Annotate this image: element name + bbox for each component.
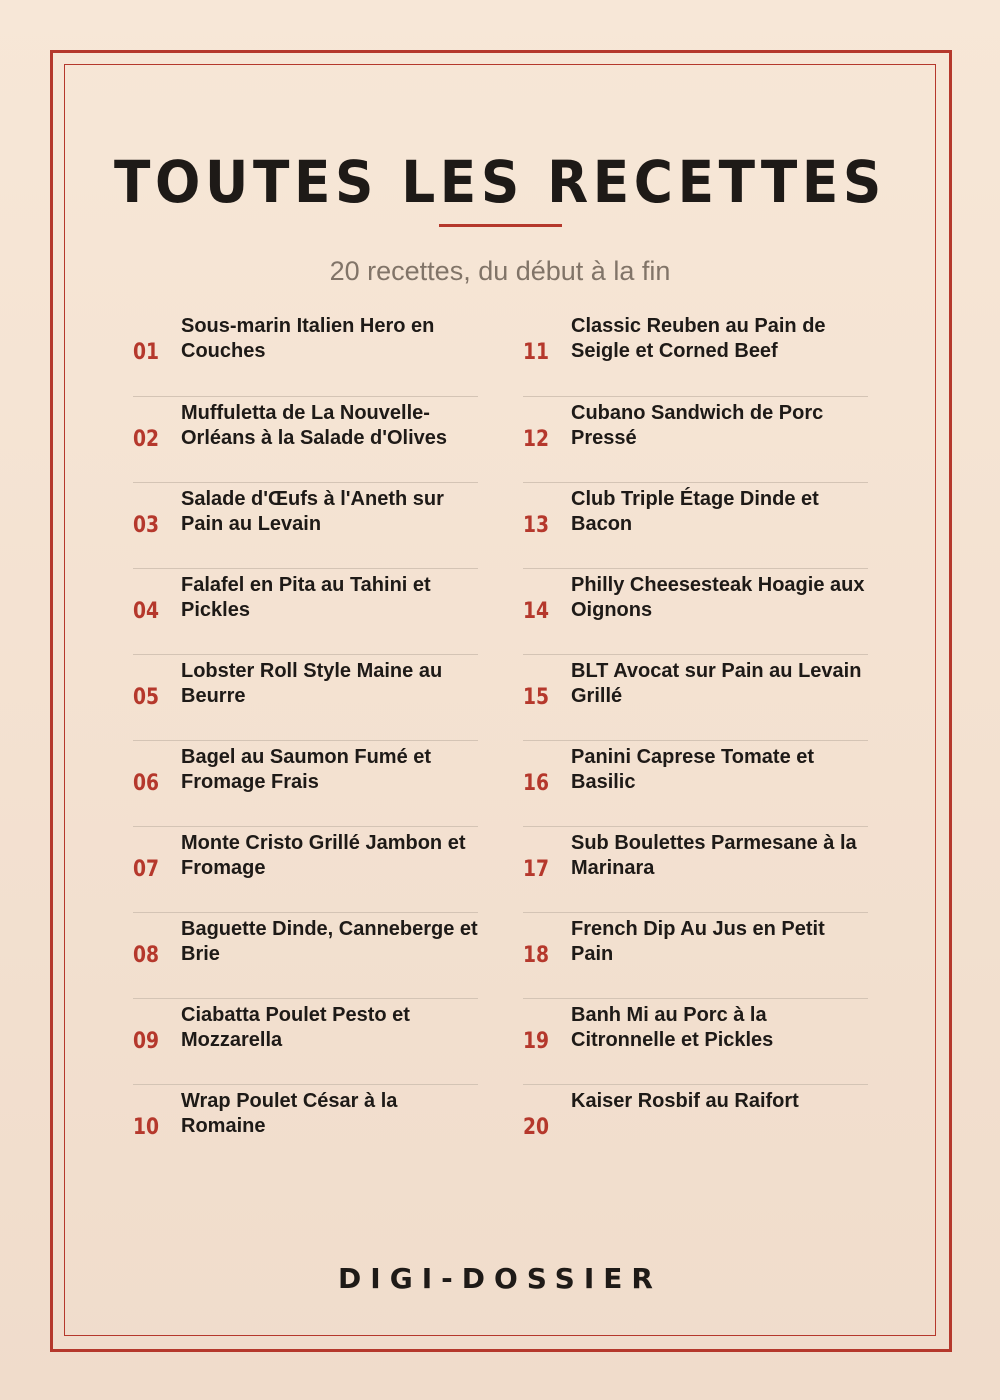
recipe-name: Banh Mi au Porc à la Citronnelle et Pickles [571,1004,774,1051]
recipe-number: 07 [133,857,160,882]
page-title: TOUTES LES RECETTES [114,148,886,216]
recipe-number: 17 [523,857,550,882]
brand-footer: DIGI-DOSSIER [338,1262,662,1295]
recipe-item [133,396,478,482]
recipe-item [523,998,868,1084]
recipe-name: Philly Cheesesteak Hoagie aux Oignons [571,574,865,621]
recipe-item [523,568,868,654]
recipe-number: 12 [523,427,550,452]
page-subtitle: 20 recettes, du début à la fin [329,256,671,286]
recipe-item [133,998,478,1084]
recipe-name: Sous-marin Italien Hero en Couches [181,315,435,362]
recipe-name: Falafel en Pita au Tahini et Pickles [181,574,431,621]
title-underline [439,224,562,227]
recipe-item [133,826,478,912]
recipe-item [133,1084,478,1170]
recipe-name: Baguette Dinde, Canneberge et Brie [181,918,478,965]
recipe-number: 03 [133,513,160,538]
recipe-number: 19 [523,1029,550,1054]
recipe-item [133,568,478,654]
recipe-item [133,654,478,740]
recipe-name: Salade d'Œufs à l'Aneth sur Pain au Levain [181,488,444,535]
recipe-item [133,482,478,568]
recipe-name: French Dip Au Jus en Petit Pain [571,918,825,965]
recipe-name: Bagel au Saumon Fumé et Fromage Frais [181,746,432,793]
recipe-name: Muffuletta de La Nouvelle-Orléans à la Salade d'Olives [181,402,448,449]
recipe-number: 09 [133,1029,160,1054]
recipe-number: 11 [523,340,550,365]
recipe-item [523,826,868,912]
recipe-name: Panini Caprese Tomate et Basilic [571,746,815,793]
recipe-item [523,310,868,396]
recipe-item [523,1084,868,1170]
recipe-name: Club Triple Étage Dinde et Bacon [571,488,819,535]
recipe-item [133,310,478,396]
recipe-number: 10 [133,1115,160,1140]
recipe-item [133,912,478,998]
recipe-name: Wrap Poulet César à la Romaine [181,1090,398,1137]
recipe-name: Ciabatta Poulet Pesto et Mozzarella [181,1004,410,1051]
recipe-number: 04 [133,599,160,624]
recipe-list-left [133,310,478,1170]
recipe-number: 18 [523,943,550,968]
recipe-name: Cubano Sandwich de Porc Pressé [571,402,824,449]
recipe-number: 15 [523,685,550,710]
recipe-number: 01 [133,340,160,365]
recipe-item [523,740,868,826]
recipe-name: Sub Boulettes Parmesane à la Marinara [571,832,857,879]
recipe-number: 14 [523,599,550,624]
recipe-number: 05 [133,685,160,710]
recipe-name: Lobster Roll Style Maine au Beurre [181,660,443,707]
recipe-number: 13 [523,513,550,538]
recipe-number: 02 [133,427,160,452]
recipe-item [523,912,868,998]
recipe-number: 08 [133,943,160,968]
recipe-item [523,482,868,568]
recipe-number: 16 [523,771,550,796]
recipe-number: 20 [523,1115,550,1140]
recipe-item [523,396,868,482]
recipe-name: Classic Reuben au Pain de Seigle et Corned Beef [571,315,826,362]
recipe-name: Monte Cristo Grillé Jambon et Fromage [181,832,466,879]
recipe-number: 06 [133,771,160,796]
recipe-item [133,740,478,826]
recipe-name: BLT Avocat sur Pain au Levain Grillé [571,660,862,707]
recipe-item [523,654,868,740]
recipe-list-right [523,310,868,1170]
recipe-name: Kaiser Rosbif au Raifort [571,1090,799,1112]
